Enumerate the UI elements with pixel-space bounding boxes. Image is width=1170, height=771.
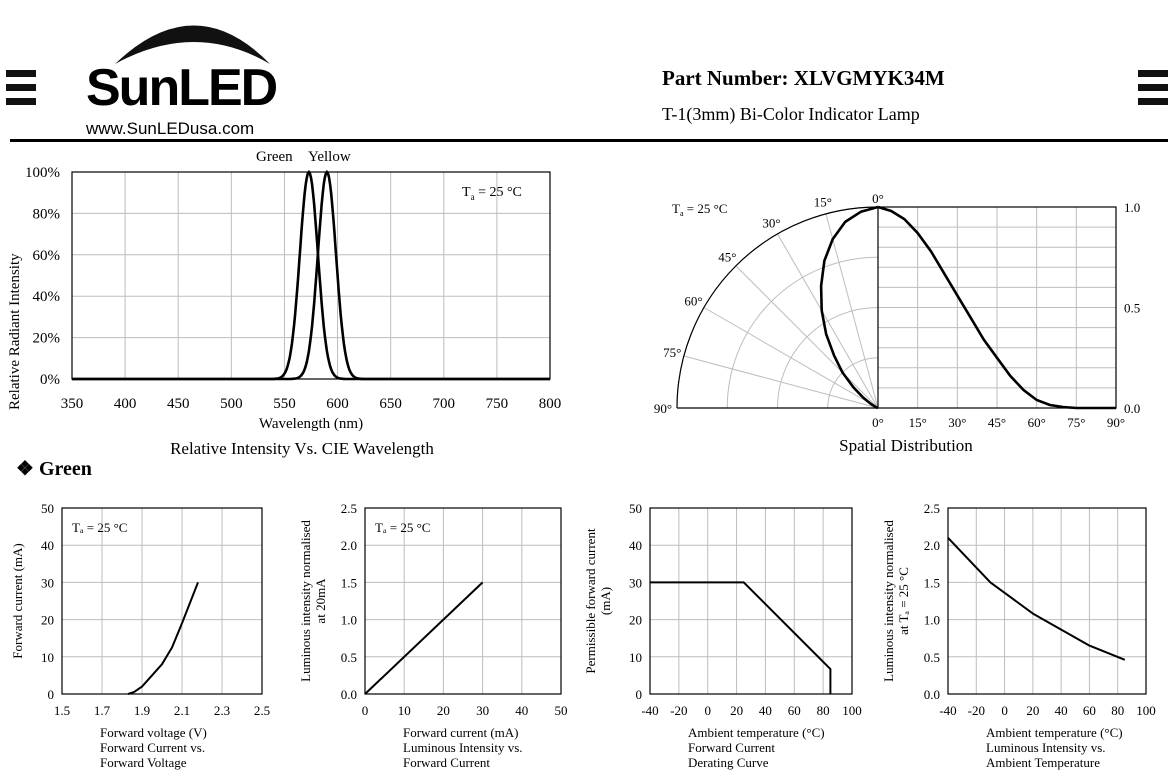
iv-caption-line: Forward Current vs. [100,740,206,755]
derating-y-tick: 20 [629,612,642,628]
lt-x-tick: 0 [1001,703,1008,718]
li-condition: Tₐ = 25 °C [375,520,431,535]
li-y-tick: 2.5 [340,501,357,516]
iv-x-tick: 2.5 [253,703,271,718]
iv-y-tick: 50 [41,501,54,516]
lt-y-axis-label: Luminous intensity normalised [881,520,896,682]
derating-y-axis-label: (mA) [598,586,613,616]
brand-url[interactable]: www.SunLEDusa.com [86,119,255,138]
spatial-condition: $T_a = 25$ °C [672,201,728,218]
lt-y-axis-label: at Tₐ = 25 °C [896,567,911,635]
left-menu-icon[interactable] [6,70,36,112]
derating-x-tick: 100 [842,703,862,718]
polar-angle-label: 60° [684,293,703,309]
derating-x-tick: 20 [730,703,744,718]
spatial-x-tick: 45° [987,415,1007,430]
iv-x-tick: 1.9 [133,703,151,718]
spectrum-y-tick: 80% [32,206,60,223]
lt-y-tick: 0.0 [923,687,940,702]
lt-x-tick: 20 [1026,703,1040,718]
li-series-line [365,582,483,694]
spectrum-caption: Relative Intensity Vs. CIE Wavelength [170,439,434,458]
li-y-tick: 2.0 [340,538,357,554]
lt-x-tick: 60 [1082,703,1096,718]
spatial-x-tick: 30° [948,415,967,430]
iv-series-line [128,582,198,694]
polar-grid-radial [778,234,879,408]
derating-y-tick: 50 [629,501,642,516]
iv-x-tick: 1.5 [53,703,71,718]
li-x-tick: 30 [476,703,490,718]
spectrum-y-axis-label: Relative Radiant Intensity [7,253,23,410]
polar-grid-radial [736,266,878,408]
spectrum-x-axis-label: Wavelength (nm) [258,416,364,432]
iv-y-tick: 0 [47,687,54,702]
lt-x-tick: -20 [967,703,985,718]
spectrum-label-yellow: Yellow [308,149,351,165]
spectrum-x-tick: 400 [113,396,137,412]
li-y-tick: 0.5 [340,649,357,665]
li-y-tick: 1.5 [340,575,357,591]
derating-y-tick: 30 [629,575,642,591]
li-x-tick: 20 [436,703,450,718]
derating-x-tick: -20 [670,703,688,718]
lt-plot-frame [948,508,1146,694]
spatial-distribution-chart [640,185,1165,465]
lt-x-tick: 80 [1111,703,1125,718]
chart-lt [881,501,1156,770]
spatial-y-tick: 1.0 [1124,200,1141,215]
spectrum-chart [0,142,580,462]
derating-y-tick: 10 [629,649,642,665]
green-characteristic-charts [0,498,1170,771]
spectrum-x-tick: 750 [485,396,509,412]
spatial-y-tick: 0.5 [1124,300,1141,316]
polar-grid-radial [704,308,878,409]
derating-x-tick: 40 [758,703,772,718]
section-title: Green [38,458,92,480]
iv-x-tick: 1.7 [93,703,111,718]
lt-y-tick: 1.0 [923,612,940,628]
derating-x-tick: 80 [816,703,830,718]
lt-x-tick: 40 [1054,703,1068,718]
brand-logo: SunLED [86,59,277,117]
spatial-x-tick: 60° [1027,415,1046,430]
iv-x-tick: 2.3 [213,703,231,718]
li-caption-line: Forward Current [403,755,491,770]
chart-li [298,501,568,770]
polar-angle-label: 45° [718,249,737,265]
iv-caption-line: Forward Voltage [100,755,187,770]
chart-derating [583,501,862,770]
spectrum-label-green: Green [256,149,293,165]
spectrum-x-tick: 700 [432,396,456,412]
derating-x-tick: -40 [641,703,659,718]
spectrum-x-tick: 350 [60,396,84,412]
bullet-diamond-icon: ❖ [16,458,34,480]
derating-x-axis-label: Ambient temperature (°C) [688,725,825,740]
iv-y-tick: 10 [41,649,54,665]
spectrum-x-tick: 450 [166,396,190,412]
iv-x-tick: 2.1 [173,703,191,718]
spatial-y-tick: 0.0 [1124,401,1141,416]
lt-x-tick: -40 [939,703,957,718]
spectrum-x-tick: 650 [379,396,402,412]
derating-plot-frame [650,508,852,694]
lt-x-axis-label: Ambient temperature (°C) [986,725,1123,740]
lt-caption-line: Luminous Intensity vs. [986,740,1106,755]
li-x-axis-label: Forward current (mA) [403,725,519,740]
polar-angle-label: 0° [872,191,884,206]
chart-iv [10,501,270,770]
lt-y-tick: 0.5 [923,649,940,665]
section-heading-green [16,456,92,481]
derating-caption-line: Forward Current [688,740,776,755]
part-number: Part Number: XLVGMYK34M [662,66,945,90]
lt-y-tick: 2.0 [923,538,940,554]
spectrum-x-tick: 500 [220,396,243,412]
li-x-tick: 50 [554,703,568,718]
spectrum-x-tick: 600 [326,396,349,412]
li-y-tick: 0.0 [340,687,357,702]
spectrum-y-tick: 60% [32,247,60,264]
iv-y-tick: 20 [41,612,54,628]
li-y-axis-label: Luminous intensity normalised [298,520,313,682]
spatial-x-tick: 90° [1106,415,1126,430]
spatial-x-tick: 15° [908,415,927,430]
lt-caption-line: Ambient Temperature [986,755,1101,770]
polar-angle-label: 15° [813,194,832,210]
polar-angle-label: 90° [653,401,673,416]
li-caption-line: Luminous Intensity vs. [403,740,523,755]
li-x-tick: 40 [515,703,529,718]
polar-angle-label: 75° [663,344,682,360]
lt-y-tick: 1.5 [923,575,940,591]
right-menu-icon[interactable] [1138,70,1168,112]
iv-x-axis-label: Forward voltage (V) [100,725,207,740]
li-x-tick: 10 [397,703,411,718]
iv-condition: Tₐ = 25 °C [72,520,128,535]
iv-plot-frame [62,508,262,694]
derating-caption-line: Derating Curve [688,755,769,770]
derating-y-axis-label: Permissible forward current [583,528,598,674]
spectrum-series-yellow [72,172,550,379]
li-x-tick: 0 [361,703,369,718]
spectrum-series-green [72,172,550,379]
derating-y-tick: 0 [635,687,642,702]
spectrum-y-tick: 0% [40,372,60,388]
polar-angle-label: 30° [762,215,781,231]
spectrum-y-tick: 40% [32,289,60,306]
li-y-axis-label: at 20mA [313,578,328,624]
spectrum-x-tick: 550 [273,396,296,412]
spectrum-condition: $T_a = 25$ °C [462,185,522,202]
spatial-caption: Spatial Distribution [839,436,973,455]
derating-y-tick: 40 [629,538,642,554]
polar-grid-radial [826,214,878,408]
lt-series-line [948,538,1125,660]
spectrum-x-tick: 800 [538,396,562,412]
spatial-x-tick: 0° [872,415,884,430]
derating-x-tick: 0 [704,703,711,718]
spectrum-plot-frame [72,172,550,379]
iv-y-tick: 40 [41,538,54,554]
li-y-tick: 1.0 [340,612,357,628]
iv-y-axis-label: Forward current (mA) [10,543,25,659]
iv-y-tick: 30 [41,575,54,591]
spectrum-y-tick: 20% [32,330,60,347]
spatial-x-tick: 75° [1067,415,1086,430]
lt-y-tick: 2.5 [923,501,940,516]
spectrum-y-tick: 100% [25,165,60,181]
derating-series-line [650,582,830,694]
lt-x-tick: 100 [1136,703,1156,718]
derating-x-tick: 60 [787,703,801,718]
product-subtitle: T-1(3mm) Bi-Color Indicator Lamp [662,104,920,124]
